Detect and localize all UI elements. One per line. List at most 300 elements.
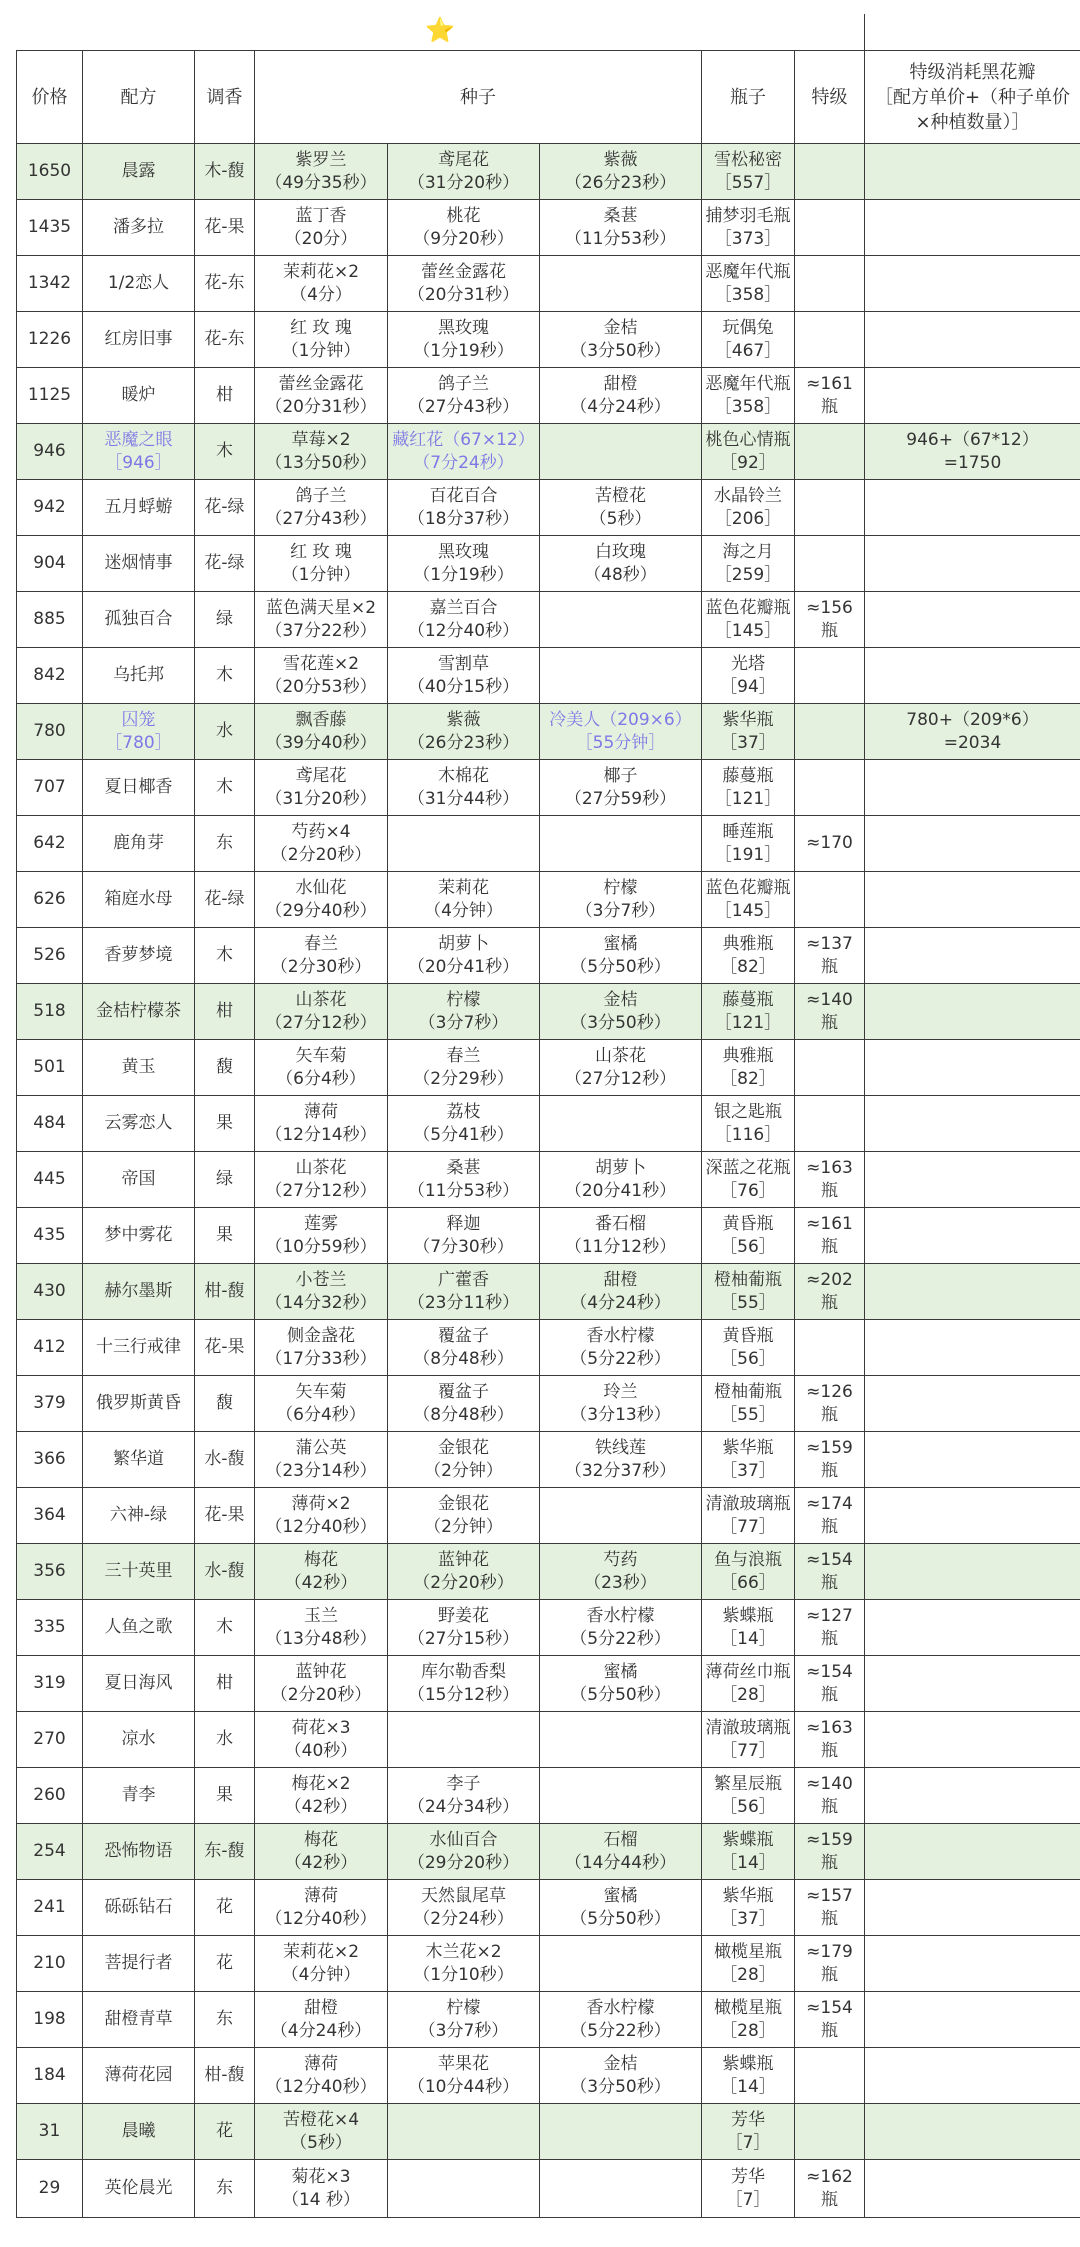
price-cell: 1226 bbox=[17, 312, 83, 368]
table-row bbox=[17, 872, 1080, 928]
seed-name: 野姜花 bbox=[438, 1605, 489, 1626]
price-cell: 518 bbox=[17, 984, 83, 1040]
seed-cell bbox=[540, 1880, 702, 1936]
seed-time: （20分） bbox=[284, 228, 358, 249]
bottle-name: 藤蔓瓶 bbox=[722, 989, 774, 1010]
special-cell bbox=[795, 2048, 865, 2104]
bottle-cell bbox=[702, 1880, 795, 1936]
recipe-name: 鹿角芽 bbox=[113, 833, 164, 853]
scent-cell: 果 bbox=[195, 1096, 255, 1152]
seed-time: （5分50秒） bbox=[570, 1908, 671, 1929]
seed-name: 玉兰 bbox=[304, 1605, 338, 1626]
special-cell: ≈140瓶 bbox=[795, 984, 865, 1040]
bottle-price: ［56］ bbox=[720, 1348, 776, 1369]
seed-name: 苦橙花×4 bbox=[282, 2109, 360, 2130]
seed-time: （18分37秒） bbox=[407, 508, 520, 529]
table-row bbox=[17, 2048, 1080, 2104]
seed-cell bbox=[540, 536, 702, 592]
table-row bbox=[17, 2104, 1080, 2160]
bottle-price: ［7］ bbox=[725, 2189, 771, 2210]
recipe-name: 恐怖物语 bbox=[104, 1841, 173, 1861]
seed-time: （1分19秒） bbox=[413, 340, 514, 361]
seed-cell bbox=[540, 1936, 702, 1992]
seed-time: （12分40秒） bbox=[265, 1516, 377, 1537]
seed-time: （49分35秒） bbox=[265, 172, 377, 193]
recipe-name: 晨露 bbox=[121, 161, 156, 181]
cost-cell bbox=[865, 1488, 1080, 1544]
seed-name: 小苍兰 bbox=[295, 1269, 347, 1290]
bottle-price: ［14］ bbox=[720, 2076, 776, 2097]
seed-cell bbox=[540, 256, 702, 312]
bottle-cell bbox=[702, 1320, 795, 1376]
recipe-price-tag: ［780］ bbox=[105, 732, 172, 753]
seed-time: （20分41秒） bbox=[407, 956, 520, 977]
recipe-cell bbox=[83, 704, 195, 760]
bottle-cell bbox=[702, 1376, 795, 1432]
special-cell bbox=[795, 480, 865, 536]
recipe-name: 三十英里 bbox=[104, 1561, 173, 1581]
seed-time: （1分10秒） bbox=[413, 1964, 514, 1985]
table-row bbox=[17, 1768, 1080, 1824]
seed-name: 覆盆子 bbox=[438, 1325, 489, 1346]
price-cell: 430 bbox=[17, 1264, 83, 1320]
special-cell: ≈161瓶 bbox=[795, 1208, 865, 1264]
bottle-price: ［56］ bbox=[720, 1236, 776, 1257]
scent-cell: 馥 bbox=[195, 1376, 255, 1432]
price-cell: 319 bbox=[17, 1656, 83, 1712]
price-cell: 885 bbox=[17, 592, 83, 648]
seed-time: （42秒） bbox=[284, 1852, 358, 1873]
scent-cell: 果 bbox=[195, 1768, 255, 1824]
seed-cell bbox=[540, 1264, 702, 1320]
seed-name: 蓝钟花 bbox=[295, 1661, 347, 1682]
cost-cell bbox=[865, 144, 1080, 200]
seed-time: （26分23秒） bbox=[564, 172, 677, 193]
recipe-name: 甜橙青草 bbox=[104, 2009, 173, 2029]
cost-cell bbox=[865, 1432, 1080, 1488]
price-cell: 1650 bbox=[17, 144, 83, 200]
scent-cell: 花 bbox=[195, 1880, 255, 1936]
special-cell: ≈126瓶 bbox=[795, 1376, 865, 1432]
seed-name: 飘香藤 bbox=[295, 709, 347, 730]
seed-cell bbox=[255, 1824, 388, 1880]
seed-name: 蓝丁香 bbox=[295, 205, 347, 226]
bottle-cell bbox=[702, 536, 795, 592]
recipe-table bbox=[16, 14, 1080, 2218]
special-cell bbox=[795, 144, 865, 200]
bottle-cell bbox=[702, 2048, 795, 2104]
seed-name: 蕾丝金露花 bbox=[421, 261, 506, 282]
seed-cell bbox=[540, 872, 702, 928]
table-row bbox=[17, 144, 1080, 200]
seed-cell bbox=[540, 368, 702, 424]
seed-name: 雪割草 bbox=[438, 653, 489, 674]
seed-cell bbox=[255, 1376, 388, 1432]
bottle-cell bbox=[702, 424, 795, 480]
seed-cell bbox=[255, 1656, 388, 1712]
price-cell: 210 bbox=[17, 1936, 83, 1992]
recipe-cell bbox=[83, 2160, 195, 2218]
seed-name: 茉莉花 bbox=[438, 877, 489, 898]
special-cell: ≈154瓶 bbox=[795, 1544, 865, 1600]
seed-cell bbox=[255, 144, 388, 200]
seed-cell bbox=[540, 1992, 702, 2048]
seed-cell bbox=[540, 1152, 702, 1208]
cost-cell bbox=[865, 1712, 1080, 1768]
recipe-name: 繁华道 bbox=[113, 1449, 164, 1469]
seed-cell bbox=[388, 1656, 540, 1712]
seed-name: 薄荷×2 bbox=[291, 1493, 351, 1514]
special-cell: ≈154瓶 bbox=[795, 1992, 865, 2048]
table-row bbox=[17, 1096, 1080, 1152]
seed-time: （27分12秒） bbox=[564, 1068, 677, 1089]
seed-cell bbox=[540, 1600, 702, 1656]
recipe-cell bbox=[83, 1320, 195, 1376]
recipe-cell bbox=[83, 1096, 195, 1152]
price-cell: 1125 bbox=[17, 368, 83, 424]
price-cell: 356 bbox=[17, 1544, 83, 1600]
seed-name: 库尔勒香梨 bbox=[421, 1661, 506, 1682]
special-cell: ≈202瓶 bbox=[795, 1264, 865, 1320]
seed-name: 番石榴 bbox=[595, 1213, 646, 1234]
seed-name: 茉莉花×2 bbox=[282, 261, 360, 282]
cost-cell bbox=[865, 1600, 1080, 1656]
bottle-name: 银之匙瓶 bbox=[714, 1101, 782, 1122]
bottle-price: ［77］ bbox=[720, 1516, 776, 1537]
special-cell: ≈137瓶 bbox=[795, 928, 865, 984]
seed-cell bbox=[388, 984, 540, 1040]
perfume-recipe-sheet bbox=[16, 14, 1080, 2218]
seed-name: 鸢尾花 bbox=[295, 765, 347, 786]
seed-time: （8分48秒） bbox=[413, 1348, 514, 1369]
bottle-name: 紫蝶瓶 bbox=[722, 2053, 774, 2074]
seed-name: 香水柠檬 bbox=[586, 1325, 655, 1346]
bottle-price: ［92］ bbox=[720, 452, 776, 473]
seed-time: （29分20秒） bbox=[407, 1852, 520, 1873]
cost-cell bbox=[865, 1040, 1080, 1096]
seed-time: ［55分钟］ bbox=[575, 732, 666, 753]
cost-cell bbox=[865, 760, 1080, 816]
scent-cell: 柑-馥 bbox=[195, 1264, 255, 1320]
seed-time: （5分22秒） bbox=[570, 1628, 671, 1649]
bottle-price: ［66］ bbox=[720, 1572, 776, 1593]
seed-name: 金银花 bbox=[438, 1493, 489, 1514]
seed-cell bbox=[255, 2160, 388, 2218]
special-cell: ≈162瓶 bbox=[795, 2160, 865, 2218]
seed-name: 山茶花 bbox=[295, 989, 347, 1010]
seed-time: （3分7秒） bbox=[575, 900, 666, 921]
bottle-cell bbox=[702, 1992, 795, 2048]
seed-cell bbox=[388, 536, 540, 592]
bottle-price: ［191］ bbox=[714, 844, 782, 865]
recipe-cell bbox=[83, 1712, 195, 1768]
bottle-price: ［121］ bbox=[714, 788, 782, 809]
cost-cell bbox=[865, 984, 1080, 1040]
recipe-name: 砾砾钻石 bbox=[104, 1897, 173, 1917]
special-cell: ≈140瓶 bbox=[795, 1768, 865, 1824]
bottle-cell bbox=[702, 592, 795, 648]
seed-time: （4分钟） bbox=[281, 1964, 361, 1985]
table-row bbox=[17, 1320, 1080, 1376]
seed-time: （8分48秒） bbox=[413, 1404, 514, 1425]
special-cell: ≈161瓶 bbox=[795, 368, 865, 424]
seed-time: （31分20秒） bbox=[407, 172, 520, 193]
seed-cell bbox=[388, 1824, 540, 1880]
seed-name: 矢车菊 bbox=[295, 1381, 347, 1402]
seed-name: 铁线莲 bbox=[595, 1437, 646, 1458]
seed-cell bbox=[540, 2160, 702, 2218]
price-cell: 946 bbox=[17, 424, 83, 480]
special-cell: ≈174瓶 bbox=[795, 1488, 865, 1544]
scent-cell: 木 bbox=[195, 1600, 255, 1656]
recipe-name: 十三行戒律 bbox=[96, 1337, 181, 1357]
table-row bbox=[17, 1656, 1080, 1712]
seed-time: （6分4秒） bbox=[276, 1068, 366, 1089]
scent-cell: 木 bbox=[195, 424, 255, 480]
bottle-name: 清澈玻璃瓶 bbox=[705, 1717, 791, 1738]
scent-cell: 花-果 bbox=[195, 200, 255, 256]
table-row bbox=[17, 1264, 1080, 1320]
recipe-cell bbox=[83, 1264, 195, 1320]
seed-name: 薄荷 bbox=[304, 2053, 338, 2074]
seed-name: 百花百合 bbox=[429, 485, 498, 506]
seed-cell bbox=[388, 1936, 540, 1992]
seed-cell bbox=[255, 312, 388, 368]
seed-time: （1分19秒） bbox=[413, 564, 514, 585]
seed-time: （4分） bbox=[290, 284, 352, 305]
recipe-name: 梦中雾花 bbox=[104, 1225, 173, 1245]
header-seeds: 种子 bbox=[255, 51, 702, 144]
seed-time: （5分50秒） bbox=[570, 1684, 671, 1705]
bottle-price: ［259］ bbox=[714, 564, 782, 585]
seed-name: 蜜橘 bbox=[603, 1661, 638, 1682]
scent-cell: 柑 bbox=[195, 984, 255, 1040]
seed-time: （9分20秒） bbox=[413, 228, 514, 249]
scent-cell: 花-绿 bbox=[195, 872, 255, 928]
seed-time: （23分14秒） bbox=[265, 1460, 377, 1481]
bottle-price: ［145］ bbox=[714, 620, 782, 641]
seed-time: （7分24秒） bbox=[413, 452, 514, 473]
seed-cell bbox=[255, 760, 388, 816]
seed-name: 梅花 bbox=[304, 1549, 338, 1570]
seed-cell bbox=[388, 1152, 540, 1208]
scent-cell: 柑-馥 bbox=[195, 2048, 255, 2104]
seed-time: （12分14秒） bbox=[265, 1124, 377, 1145]
seed-time: （20分31秒） bbox=[407, 284, 520, 305]
seed-time: （40秒） bbox=[284, 1740, 358, 1761]
bottle-price: ［145］ bbox=[714, 900, 782, 921]
bottle-name: 蓝色花瓣瓶 bbox=[705, 597, 791, 618]
table-row bbox=[17, 1712, 1080, 1768]
recipe-name: 薄荷花园 bbox=[104, 2065, 173, 2085]
recipe-cell bbox=[83, 760, 195, 816]
bottle-price: ［14］ bbox=[720, 1852, 776, 1873]
seed-name: 茉莉花×2 bbox=[282, 1941, 360, 1962]
seed-name: 春兰 bbox=[446, 1045, 481, 1066]
seed-time: （13分48秒） bbox=[265, 1628, 377, 1649]
recipe-cell bbox=[83, 1432, 195, 1488]
seed-cell bbox=[540, 144, 702, 200]
scent-cell: 柑 bbox=[195, 368, 255, 424]
recipe-cell bbox=[83, 424, 195, 480]
bottle-cell bbox=[702, 1600, 795, 1656]
recipe-cell bbox=[83, 1600, 195, 1656]
seed-time: （14 秒） bbox=[281, 2189, 361, 2210]
recipe-cell bbox=[83, 1544, 195, 1600]
seed-time: （3分50秒） bbox=[570, 1012, 671, 1033]
seed-time: （13分50秒） bbox=[265, 452, 377, 473]
seed-cell bbox=[388, 312, 540, 368]
seed-name: 蒲公英 bbox=[295, 1437, 347, 1458]
bottle-name: 典雅瓶 bbox=[722, 1045, 774, 1066]
cost-cell bbox=[865, 1656, 1080, 1712]
cost-cell bbox=[865, 872, 1080, 928]
special-cell bbox=[795, 1040, 865, 1096]
scent-cell: 花-东 bbox=[195, 312, 255, 368]
cost-cell bbox=[865, 2160, 1080, 2218]
special-cell bbox=[795, 312, 865, 368]
bottle-cell bbox=[702, 144, 795, 200]
recipe-cell bbox=[83, 1376, 195, 1432]
table-row bbox=[17, 536, 1080, 592]
seed-time: （1分钟） bbox=[281, 340, 361, 361]
scent-cell: 绿 bbox=[195, 1152, 255, 1208]
scent-cell: 柑 bbox=[195, 1656, 255, 1712]
price-cell: 942 bbox=[17, 480, 83, 536]
cost-cell bbox=[865, 312, 1080, 368]
bottle-name: 橄榄星瓶 bbox=[714, 1941, 782, 1962]
seed-name: 水仙花 bbox=[295, 877, 347, 898]
bottle-price: ［116］ bbox=[714, 1124, 782, 1145]
bottle-cell bbox=[702, 1768, 795, 1824]
bottle-name: 恶魔年代瓶 bbox=[705, 373, 791, 394]
seed-name: 玲兰 bbox=[603, 1381, 638, 1402]
seed-cell bbox=[540, 816, 702, 872]
seed-cell bbox=[255, 1208, 388, 1264]
bottle-cell bbox=[702, 872, 795, 928]
bottle-price: ［82］ bbox=[720, 1068, 776, 1089]
scent-cell: 木 bbox=[195, 928, 255, 984]
price-cell: 626 bbox=[17, 872, 83, 928]
seed-time: （20分31秒） bbox=[265, 396, 377, 417]
recipe-name: 赫尔墨斯 bbox=[104, 1281, 173, 1301]
recipe-cell bbox=[83, 144, 195, 200]
recipe-name: 红房旧事 bbox=[104, 329, 173, 349]
seed-name: 石榴 bbox=[603, 1829, 638, 1850]
cost-cell bbox=[865, 816, 1080, 872]
cost-cell bbox=[865, 2104, 1080, 2160]
seed-time: （4分24秒） bbox=[570, 1292, 671, 1313]
seed-name: 矢车菊 bbox=[295, 1045, 347, 1066]
scent-cell: 木-馥 bbox=[195, 144, 255, 200]
cost-cell bbox=[865, 928, 1080, 984]
bottle-price: ［121］ bbox=[714, 1012, 782, 1033]
special-cell: ≈154瓶 bbox=[795, 1656, 865, 1712]
seed-name: 甜橙 bbox=[304, 1997, 338, 2018]
price-cell: 379 bbox=[17, 1376, 83, 1432]
seed-cell bbox=[388, 256, 540, 312]
scent-cell: 东 bbox=[195, 1992, 255, 2048]
seed-cell bbox=[255, 592, 388, 648]
bottle-name: 深蓝之花瓶 bbox=[705, 1157, 791, 1178]
table-row bbox=[17, 1880, 1080, 1936]
bottle-price: ［373］ bbox=[714, 228, 782, 249]
bottle-name: 鱼与浪瓶 bbox=[714, 1549, 782, 1570]
seed-cell bbox=[255, 984, 388, 1040]
bottle-cell bbox=[702, 1096, 795, 1152]
seed-time: （4分24秒） bbox=[570, 396, 671, 417]
seed-name: 鸽子兰 bbox=[295, 485, 347, 506]
header-cost-title: 特级消耗黑花瓣 bbox=[909, 61, 1036, 83]
bottle-name: 薄荷丝巾瓶 bbox=[705, 1661, 791, 1682]
bottle-cell bbox=[702, 1208, 795, 1264]
bottle-name: 清澈玻璃瓶 bbox=[705, 1493, 791, 1514]
seed-name: 侧金盏花 bbox=[287, 1325, 355, 1346]
table-row bbox=[17, 1936, 1080, 1992]
special-cell bbox=[795, 704, 865, 760]
price-cell: 642 bbox=[17, 816, 83, 872]
seed-cell bbox=[540, 1488, 702, 1544]
cost-cell bbox=[865, 648, 1080, 704]
seed-name: 山茶花 bbox=[595, 1045, 646, 1066]
seed-name: 桑葚 bbox=[446, 1157, 481, 1178]
seed-cell bbox=[388, 1712, 540, 1768]
cost-line: =1750 bbox=[943, 452, 1002, 473]
scent-cell: 花-东 bbox=[195, 256, 255, 312]
seed-cell bbox=[255, 1600, 388, 1656]
seed-cell bbox=[255, 1544, 388, 1600]
bottle-name: 恶魔年代瓶 bbox=[705, 261, 791, 282]
seed-time: （3分50秒） bbox=[570, 340, 671, 361]
seed-cell bbox=[540, 1656, 702, 1712]
cost-cell bbox=[865, 1544, 1080, 1600]
seed-time: （12分40秒） bbox=[265, 2076, 377, 2097]
seed-time: （4分24秒） bbox=[270, 2020, 372, 2041]
seed-time: （2分24秒） bbox=[413, 1908, 514, 1929]
seed-name: 春兰 bbox=[304, 933, 338, 954]
bottle-name: 典雅瓶 bbox=[722, 933, 774, 954]
recipe-name: 囚笼 bbox=[121, 709, 156, 730]
seed-cell bbox=[540, 200, 702, 256]
seed-cell bbox=[540, 592, 702, 648]
cost-cell bbox=[865, 200, 1080, 256]
seed-cell bbox=[388, 1992, 540, 2048]
seed-cell bbox=[540, 1096, 702, 1152]
bottle-name: 桃色心情瓶 bbox=[705, 429, 791, 450]
seed-cell bbox=[388, 1264, 540, 1320]
bottle-cell bbox=[702, 1712, 795, 1768]
bottle-cell bbox=[702, 760, 795, 816]
header-bottle: 瓶子 bbox=[702, 51, 795, 144]
seed-name: 黑玫瑰 bbox=[438, 317, 489, 338]
seed-name: 白玫瑰 bbox=[595, 541, 646, 562]
bottle-cell bbox=[702, 368, 795, 424]
scent-cell: 花 bbox=[195, 2104, 255, 2160]
seed-name: 甜橙 bbox=[603, 373, 638, 394]
bottle-price: ［37］ bbox=[720, 732, 776, 753]
seed-cell bbox=[388, 2048, 540, 2104]
cost-cell bbox=[865, 368, 1080, 424]
cost-line: 780+（209*6） bbox=[906, 709, 1039, 730]
seed-name: 紫薇 bbox=[446, 709, 481, 730]
seed-name: 莲雾 bbox=[304, 1213, 338, 1234]
cost-cell bbox=[865, 1768, 1080, 1824]
cost-cell bbox=[865, 1264, 1080, 1320]
scent-cell: 木 bbox=[195, 648, 255, 704]
cost-cell bbox=[865, 1152, 1080, 1208]
seed-name: 荔枝 bbox=[446, 1101, 481, 1122]
seed-time: （20分41秒） bbox=[564, 1180, 677, 1201]
